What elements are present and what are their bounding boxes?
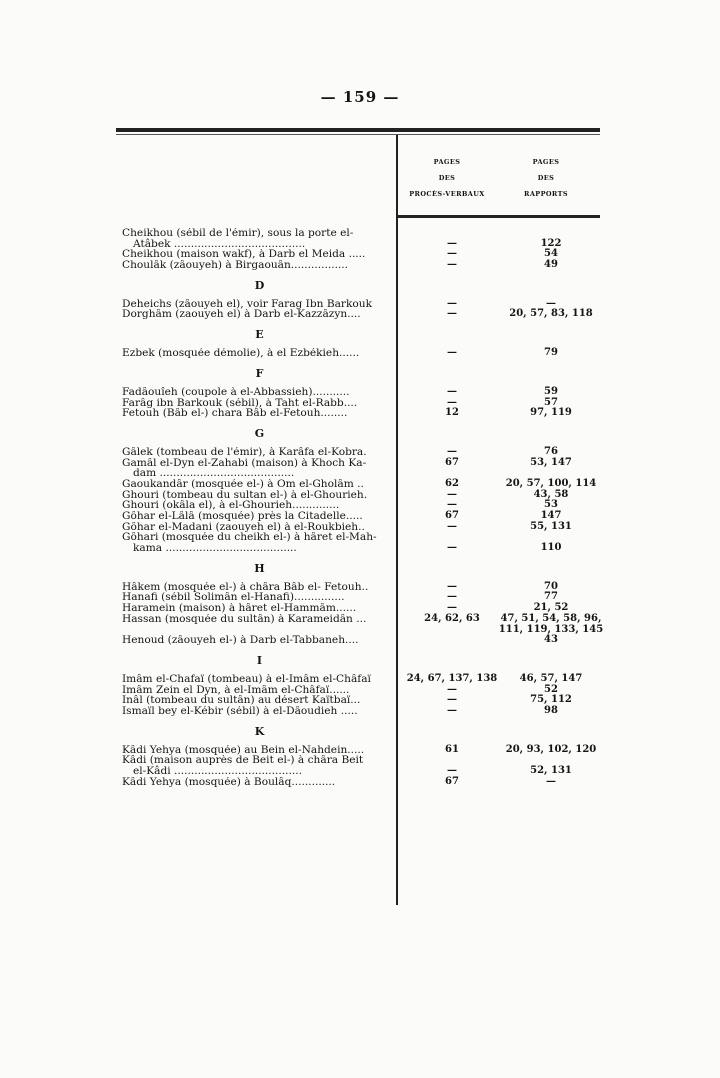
entry-line: Choulâk (zâouyeh) à Birgaouân................. [122,260,349,271]
index-entry [122,635,600,646]
page-ref: 21, 52 [533,602,569,614]
page-ref: 111, 119, 133, 145 [498,623,604,635]
page-ref: 55, 131 [530,520,572,532]
page-ref: — [546,775,556,787]
index-entry [122,348,600,359]
entry-line: Ismaïl bey el-Kébir (sébil) à el-Dâoudieh ..... [122,705,358,717]
rapports-pages [496,777,606,788]
index-entry [122,592,600,603]
page-ref: — [447,385,457,397]
column-header-rapports [491,154,601,202]
entry-name [122,458,408,479]
entry-line: Cheikhou (maison wakf), à Darb el Meida ..... [122,249,366,261]
entry-line: Henoud (zâouyeh el-) à Darb el-Tabbaneh.... [122,635,359,646]
page-ref: 122 [540,237,562,249]
header-rule [116,128,600,132]
page-ref: — [447,542,457,554]
entry-line: Ghouri (tombeau du sultan el-) à el-Ghourieh. [122,489,368,501]
page-ref: 97, 119 [530,407,572,419]
page-ref: 49 [544,259,558,271]
page-ref: — [546,297,556,309]
entry-name [122,582,408,593]
page-ref: 20, 57, 83, 118 [509,308,593,320]
entry-line: Farâg ibn Barkouk (sébil), à Taht el-Rabb.... [122,397,358,409]
proces-verbaux-pages [397,614,507,635]
index-entry [122,490,600,501]
entry-name [122,348,408,359]
page-ref: 57 [544,396,558,408]
column-header-line: RAPPORTS [524,190,568,198]
page-ref: 52, 131 [530,765,572,776]
entry-line: Gôhari (mosquée du cheikh el-) à hâret el-Mah- [122,532,377,544]
index-entry [122,479,600,490]
page-ref: 98 [544,704,558,716]
rapports-pages [496,532,606,553]
index-entry [122,695,600,706]
entry-name [122,635,408,646]
index-table [122,228,604,788]
page-ref: — [447,694,457,706]
entry-line: Kâdi Yehya (mosquée) à Boulâq............. [122,776,336,788]
entry-line: Hassan (mosquée du sultân) à Karameidân ... [122,613,367,625]
page-ref: 20, 57, 100, 114 [505,477,597,489]
entry-name [122,500,408,511]
page-ref: 147 [540,510,562,521]
entry-line: Hâkem (mosquée el-) à châra Bâb el- Fetouh.. [122,581,369,593]
page-ref: 53, 147 [530,456,572,468]
index-entry [122,387,600,398]
entry-name [122,260,408,271]
proces-verbaux-pages [397,447,507,458]
proces-verbaux-pages [397,309,507,320]
page-ref [397,635,507,646]
entry-name [122,695,408,706]
index-entry [122,447,600,458]
section-letter: F [255,366,264,380]
rapports-pages [496,447,606,458]
entry-line: Kâdi Yehya (mosquée) au Bein el-Nahdein..... [122,744,365,756]
page-ref: 20, 93, 102, 120 [505,743,597,755]
entry-line: Imâm el-Chafaï (tombeau) à el-Imâm el-Châfaï [122,673,371,685]
entry-name [122,511,408,522]
index-entry [122,249,600,260]
index-entry [122,755,600,776]
rapports-pages [496,260,606,271]
entry-line: Cheikhou (sébil de l'émir), sous la porte el- [122,228,354,239]
entry-line: el-Kâdi ...................................... [133,765,302,777]
index-entry [122,260,600,271]
entry-line: Gamâl el-Dyn el-Zahabi (maison) à Khoch Ka- [122,457,367,469]
rapports-pages [496,309,606,320]
proces-verbaux-pages [397,777,507,788]
column-header-line: DES [438,174,456,182]
page-ref: 59 [544,385,558,397]
page-ref: — [447,683,457,695]
entry-name [122,706,408,717]
page-ref: 12 [445,407,459,419]
column-header-proces-verbaux [392,154,502,202]
entry-name [122,309,408,320]
entry-line: Fetouh (Bâb el-) chara Bâb el-Fetouh........ [122,408,348,419]
rapports-pages [496,458,606,479]
entry-name [122,408,408,419]
entry-name [122,479,408,490]
rapports-pages [496,228,606,249]
section-letter: K [254,724,265,738]
rapports-pages [496,348,606,359]
column-header-line: PROCÈS-VERBAUX [409,190,485,198]
rapports-pages [496,522,606,533]
proces-verbaux-pages [397,745,507,756]
proces-verbaux-pages [397,348,507,359]
rapports-pages [496,635,606,646]
page-ref: — [447,591,457,603]
index-entry [122,398,600,409]
entry-name [122,745,408,756]
entry-line: Gâlek (tombeau de l'émir), à Karâfa el-Kobra. [122,446,367,458]
page-ref: 76 [544,445,558,457]
proces-verbaux-pages [397,408,507,419]
page-ref: — [447,580,457,592]
header-rule-thin [116,134,600,135]
entry-line: Deheichs (zâouyeh el), voir Farag Ibn Barkouk [122,298,373,310]
entry-line: Hanafi (sébil Solimân el-Hanafi)............... [122,592,345,604]
index-entry [122,408,600,419]
entry-name [122,522,408,533]
entry-name [122,603,408,614]
page-ref: — [447,347,457,359]
page-ref: 46, 57, 147 [519,672,583,684]
entry-name [122,398,408,409]
proces-verbaux-pages [397,755,507,776]
column-header-line: PAGES [433,158,461,166]
proces-verbaux-pages [397,387,507,398]
entry-line: Inâl (tombeau du sultân) au désert Kaïtbaï... [122,695,361,706]
entry-line: Gaoukandâr (mosquée el-) à Om el-Gholâm .. [122,478,364,490]
entry-line: Imâm Zein el Dyn, à el-Imâm el-Châfaï...... [122,684,350,696]
page-ref: 61 [445,743,459,755]
rapports-pages [496,408,606,419]
entry-line: Ezbek (mosquée démolie), à el Ezbékieh...... [122,348,360,359]
page-ref: 75, 112 [530,694,572,706]
index-entry [122,612,604,635]
entry-name [122,592,408,603]
proces-verbaux-pages [397,260,507,271]
page-ref: — [447,297,457,309]
page-ref: 53 [544,499,558,511]
entry-name [122,532,408,553]
index-entry [122,685,600,696]
rapports-pages [496,755,606,776]
page-ref: 52 [544,683,558,695]
entry-name [122,674,408,685]
index-entry [122,777,600,788]
entry-line: Gôhar el-Madani (zaouyeh el) à el-Roukbieh.. [122,521,365,533]
page-ref: 62 [445,477,459,489]
entry-line: Dorghâm (zaouyeh el) à Darb el-Kazzâzyn.... [122,309,361,321]
page-ref: — [447,396,457,408]
page-ref: 24, 67, 137, 138 [406,672,498,684]
page-number: — 159 — [320,88,400,106]
page-ref: — [447,704,457,716]
index-entry [122,511,600,522]
entry-name [122,490,408,501]
page-ref: 43, 58 [533,488,569,500]
rapports-pages [496,745,606,756]
rapports-pages [496,706,606,717]
page-ref: 70 [544,580,558,592]
entry-name [122,447,408,458]
entry-line: Gôhar el-Lâlâ (mosquée) près la Citadelle..... [122,511,363,522]
entry-name [122,228,408,249]
entry-line: kama ....................................... [133,542,297,554]
page-ref: 67 [445,510,459,521]
entry-line: Fadâouîeh (coupole à el-Abbassieh)........... [122,386,350,398]
proces-verbaux-pages [397,458,507,479]
entry-name [122,614,408,635]
entry-line: Atâbek ....................................... [133,237,306,250]
page-ref: — [447,445,457,457]
entry-name [122,299,408,310]
page-ref: 67 [445,775,459,787]
index-entry [122,458,600,479]
proces-verbaux-pages [397,228,507,249]
section-letter: G [254,426,265,440]
page-ref: 47, 51, 54, 58, 96, [500,612,602,624]
page-ref: — [447,237,457,249]
page-ref: 54 [544,248,558,260]
index-entry [122,706,600,717]
page-ref: 67 [445,456,459,468]
column-header-rule [397,215,600,218]
index-entry [122,309,600,320]
proces-verbaux-pages [397,522,507,533]
entry-line: Ghouri (okâla el), à el-Ghourieh.............. [122,500,340,511]
index-entry [122,228,600,249]
entry-line [133,625,408,636]
page-ref: — [447,259,457,271]
entry-name [122,755,408,776]
index-entry [122,582,600,593]
rapports-pages [496,387,606,398]
page-ref: 77 [544,591,558,603]
page-ref: — [447,488,457,500]
proces-verbaux-pages [397,635,507,646]
proces-verbaux-pages [397,674,507,685]
entry-line: dam ........................................ [133,467,295,479]
entry-line: Haramein (maison) à hâret el-Hammâm...... [122,603,357,614]
rapports-pages [496,674,606,685]
section-letter: D [254,278,265,292]
page-ref: 43 [544,634,558,646]
page-ref [397,625,507,636]
page-ref: — [447,602,457,614]
entry-line: Kâdi (maison auprès de Beit el-) à châra Beit [122,755,364,767]
section-letter: I [256,653,263,667]
entry-name [122,387,408,398]
page-ref: 24, 62, 63 [424,612,480,624]
rapports-pages [496,614,606,635]
page-ref: — [447,308,457,320]
page-ref: 79 [544,347,558,359]
page-ref: 110 [540,542,562,554]
column-header-line: PAGES [532,158,560,166]
entry-name [122,685,408,696]
index-entry [122,522,600,533]
page-ref: — [447,248,457,260]
index-entry [122,745,600,756]
proces-verbaux-pages [397,532,507,553]
section-letter: E [255,328,264,342]
proces-verbaux-pages [397,706,507,717]
entry-name [122,249,408,260]
page-ref: — [447,499,457,511]
entry-name [122,777,408,788]
index-entry [122,500,600,511]
index-entry [122,674,600,685]
page-ref: — [447,520,457,532]
section-letter: H [254,561,265,575]
column-header-line: DES [537,174,555,182]
index-entry [122,532,600,553]
page-ref: — [447,765,457,776]
